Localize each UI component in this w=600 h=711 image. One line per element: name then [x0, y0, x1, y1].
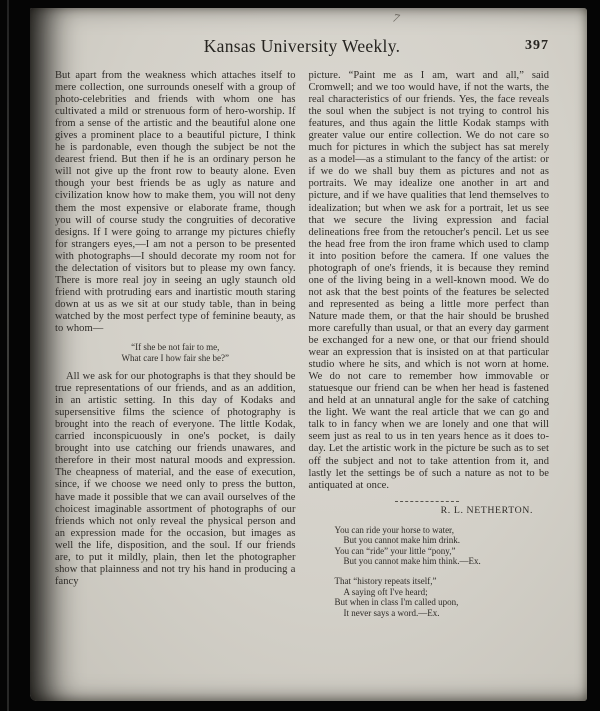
left-column	[55, 70, 296, 618]
poem-line: You can ride your horse to water,	[334, 524, 454, 535]
verse-line: What care I how fair she be?”	[121, 353, 229, 364]
page-header	[55, 36, 549, 62]
article-paragraph: picture. “Paint me as I am, wart and all,” said Cromwell; and we too would have, if not the warts, the real characteristics of our friends. Yes, the face reveals the soul when the subject is not trying to control his features, and thus again the little Kodak stamps with greater value our entire collection. We do not care so much for pictures in which the subject has sat merely as a model—as a stimulant to the fancy of the artist: or if we do we shall buy them as pictures and not as portraits. We may idealize one another in art and picture, and if we have qualities that lend themselves to idealization; but when we ask for a portrait, let us see that we secure the living expression and facial delineations free from the retoucher's pencil. Let us see the head free from the iron frame which used to clamp it into position before the camera. If one values the photograph of one's friends, it is because they remind one of the living being in a well-known mood. We do not ask that the best points of the features be selected and represented as being a little more perfect than Nature made them, or that the hair should be brushed more carefully than usual, or that an every day garment be exchanged for a new one, or that our friend should wear an expression that is insisted on at that particular studio where he sits, and which is not worn at home. We do not care to remember how immovable or statuesque our friend can be when her head is fastened and held at an unnatural angle for the sake of catching the light. We want the real article that we can go and talk to in fancy when we are lonely and one that will seem just as real to us in ten years hence as it does to-day. Let the artistic work in the picture be such as to set off the subject and not to take attention from it, and lastly let the settings be of such a nature as not to be antiquated at once.	[308, 70, 549, 491]
poem-history	[335, 576, 550, 618]
verse-quote	[55, 342, 296, 364]
poem-line: It never says a word.—Ex.	[343, 607, 440, 618]
article-paragraph: All we ask for our photographs is that they should be true representations of our friends, and as an addition, in an artistic setting. In this day of Kodaks and supersensitive films the science of photography is brought into the reach of everyone. The little Kodak, carried inconspicuously in one's pocket, is daily brought into use catching our friends unawares, and therefore in their most natural moods and expression. The cheapness of material, and the ease of execution, since, if we choose we need only to press the button, have made it possible that we can avail ourselves of the choicest imaginable assortment of photographs of our friends which not only reveal the physical person and an expression made for the occasion, but images as well the life, disposition, and the soul. If our friends are, to put it mildly, plain, then let the photographer show that plainness and not try his hand in producing a fancy	[55, 371, 296, 587]
poem-line: A saying oft I've heard;	[343, 586, 428, 597]
right-column	[309, 70, 550, 618]
poem-line: You can “ride” your little “pony,”	[334, 545, 456, 556]
handwritten-mark: 7	[391, 10, 401, 26]
masthead-title: Kansas University Weekly.	[203, 36, 401, 56]
poem-line: But when in class I'm called upon,	[334, 597, 459, 608]
verse-line: “If she be not fair to me,	[131, 342, 220, 353]
article-paragraph: But apart from the weakness which attaches itself to mere collection, one surrounds oneself with a group of photo-celebrities and friends with whom one has cultivated a mild or strenuous form of hero-worship. If from a sense of the artistic and the beautiful alone one gives a prominent place to a beautiful picture, I think he is pardonable, even though the subject be not the dearest friend. But then if he is an ordinary person he will not give up the front row to beauty alone. Even though your best friends be as ugly as nature and civilization know how to make them, you will not deny them the most expensive or elaborate frame, though you will of course study the congruities of decorative designs. If I were going to arrange my pictures chiefly for strangers eyes,—I am not a person to be presented with photographs—I should decorate my room not for the delectation of visitors but to please my own fancy. There is more real joy in seeing an ugly staunch old friend with protruding ears and inartistic mouth staring down at us as we sit at our study table, than in being watched by the most perfect type of feminine beauty, as to whom—	[55, 70, 296, 334]
poem-line: But you cannot make him drink.	[343, 535, 460, 546]
poem-horse	[335, 525, 550, 567]
page-scan	[30, 8, 587, 701]
page-number: 397	[525, 38, 549, 53]
signature-rule	[395, 501, 459, 502]
poem-line: But you cannot make him think.—Ex.	[343, 556, 481, 567]
poem-line: That “history repeats itself,”	[334, 576, 437, 587]
book-spine-edge	[7, 0, 9, 711]
article-body	[55, 70, 549, 618]
author-signature: R. L. NETHERTON.	[440, 504, 533, 516]
